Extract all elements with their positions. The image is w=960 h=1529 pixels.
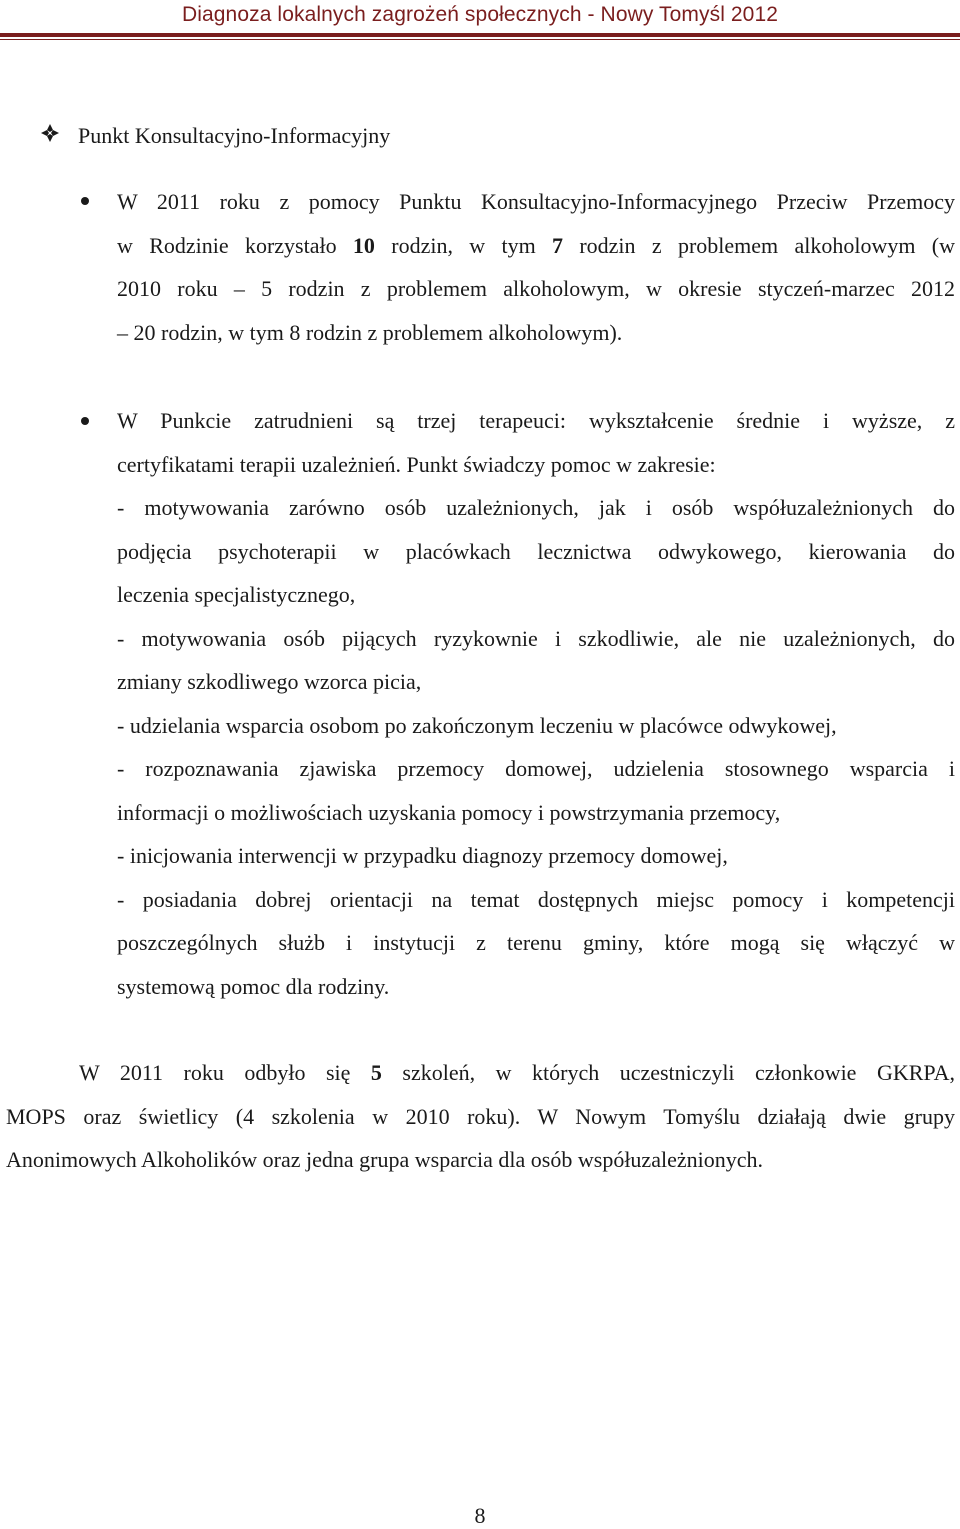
text-line: - rozpoznawania zjawiska przemocy domowej, udzielenia stosownego wsparcia i <box>117 756 955 781</box>
text-line: - udzielania wsparcia osobom po zakończonym leczeniu w placówce odwykowej, <box>117 712 837 738</box>
text-line: W 2011 roku odbyło się 5 szkoleń, w których uczestniczyli członkowie GKRPA, <box>79 1060 955 1085</box>
body-paragraph <box>6 1051 955 1182</box>
text-line: 2010 roku – 5 rodzin z problemem alkoholowym, w okresie styczeń-marzec 2012 <box>117 276 955 301</box>
text-line: W 2011 roku z pomocy Punktu Konsultacyjno-Informacyjnego Przeciw Przemocy <box>117 189 955 214</box>
section-title: Punkt Konsultacyjno-Informacyjny <box>78 123 391 148</box>
text-line: certyfikatami terapii uzależnień. Punkt świadczy pomoc w zakresie: <box>117 451 716 477</box>
text-line: podjęcia psychoterapii w placówkach lecznictwa odwykowego, kierowania do <box>117 538 955 564</box>
bullet-item-1 <box>117 180 955 354</box>
text-line: - inicjowania interwencji w przypadku diagnozy przemocy domowej, <box>117 843 728 868</box>
page-header <box>0 0 960 38</box>
text-line: Anonimowych Alkoholików oraz jedna grupa wsparcia dla osób współuzależnionych. <box>6 1147 763 1172</box>
text-line: systemową pomoc dla rodziny. <box>117 973 390 999</box>
text-line: - motywowania zarówno osób uzależnionych, jak i osób współuzależnionych do <box>117 495 955 520</box>
diamond-bullet-icon <box>40 121 64 153</box>
header-title: Diagnoza lokalnych zagrożeń społecznych - Nowy Tomyśl 2012 <box>181 3 779 26</box>
text-line: zmiany szkodliwego wzorca picia, <box>117 669 422 694</box>
page-number: 8 <box>474 1503 486 1528</box>
bullet-dot-icon <box>81 417 89 425</box>
header-rule-thin <box>0 39 960 40</box>
text-line: - motywowania osób pijących ryzykownie i szkodliwie, ale nie uzależnionych, do <box>117 625 955 651</box>
text-line: – 20 rodzin, w tym 8 rodzin z problemem alkoholowym). <box>117 319 623 345</box>
text-line: poszczególnych służb i instytucji z terenu gminy, które mogą się włączyć w <box>117 930 955 955</box>
bullet-item-2 <box>117 399 955 1008</box>
header-rule <box>0 33 960 37</box>
text-line: w Rodzinie korzystało 10 rodzin, w tym 7 rodzin z problemem alkoholowym (w <box>117 232 955 258</box>
section-heading <box>40 120 390 153</box>
text-line: leczenia specjalistycznego, <box>117 582 356 607</box>
text-line: informacji o możliwościach uzyskania pomocy i powstrzymania przemocy, <box>117 799 781 825</box>
text-line: MOPS oraz świetlicy (4 szkolenia w 2010 roku). W Nowym Tomyślu działają dwie grupy <box>6 1103 955 1129</box>
text-line: - posiadania dobrej orientacji na temat dostępnych miejsc pomocy i kompetencji <box>117 886 955 912</box>
text-line: W Punkcie zatrudnieni są trzej terapeuci: wykształcenie średnie i wyższe, z <box>117 408 955 433</box>
bullet-dot-icon <box>81 197 89 205</box>
